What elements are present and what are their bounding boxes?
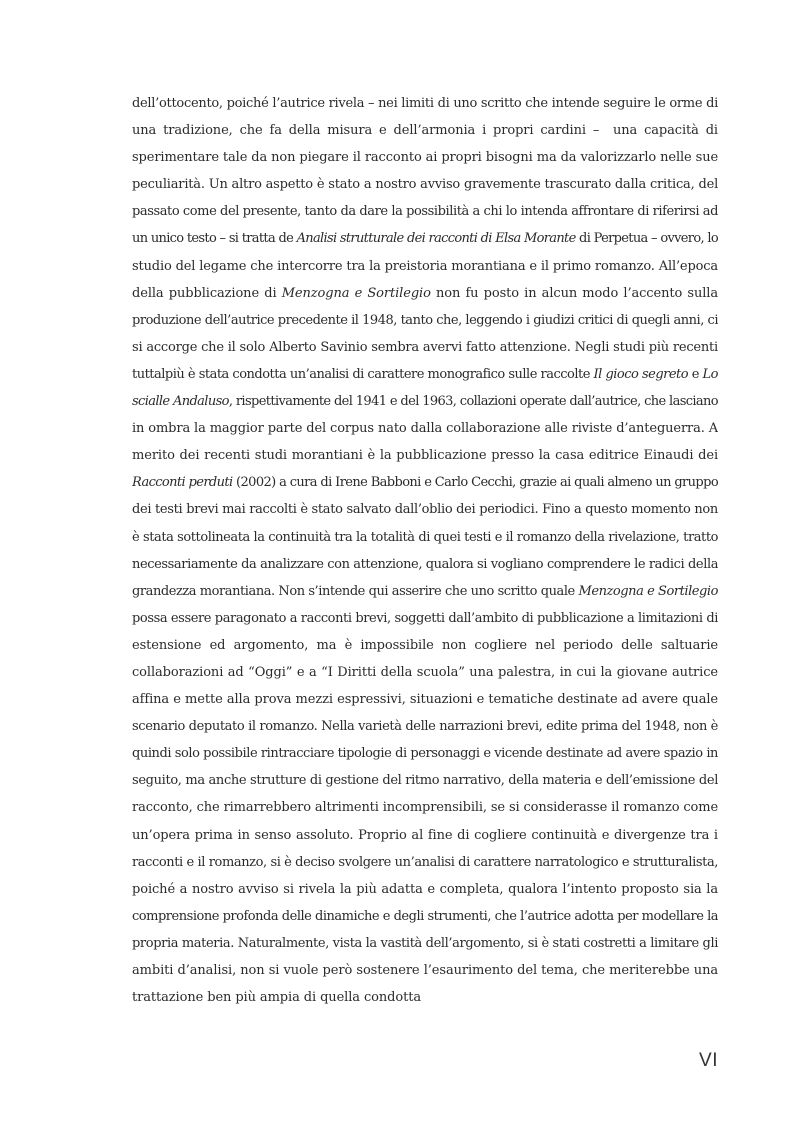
text-line xyxy=(132,144,718,171)
text-line xyxy=(132,713,718,740)
text-run: sperimentare tale da non piegare il racconto ai propri bisogni ma da valorizzarlo nelle sue xyxy=(132,150,718,166)
text-line xyxy=(132,605,718,632)
italic-title: Lo xyxy=(702,366,718,382)
text-line xyxy=(132,253,718,280)
text-line xyxy=(132,496,718,523)
text-run: un’opera prima in senso assoluto. Proprio al fine di cogliere continuità e divergenze tra i xyxy=(132,827,718,843)
text-run: racconti e il romanzo, si è deciso svolgere un’analisi di carattere narratologico e strutturalista, xyxy=(132,854,718,870)
text-run: seguito, ma anche strutture di gestione del ritmo narrativo, della materia e dell’emissione del xyxy=(132,773,718,789)
page-number: VI xyxy=(699,1050,718,1071)
text-line xyxy=(132,524,718,551)
text-run: affina e mette alla prova mezzi espressivi, situazioni e tematiche destinate ad avere quale xyxy=(132,692,718,708)
body-paragraph xyxy=(132,90,718,1011)
text-run: si accorge che il solo Alberto Savinio sembra avervi fatto attenzione. Negli studi più recenti xyxy=(132,339,718,355)
text-run: un unico testo – si tratta de xyxy=(132,231,297,247)
italic-title: scialle Andaluso xyxy=(132,394,229,410)
text-run: (2002) a cura di Irene Babboni e Carlo Cecchi, grazie ai quali almeno un gruppo xyxy=(232,475,718,491)
text-run: una tradizione, che fa della misura e dell’armonia i propri cardini – una capacità di xyxy=(132,123,718,139)
text-run: collaborazioni ad “Oggi” e a “I Diritti della scuola” una palestra, in cui la giovane autrice xyxy=(132,664,718,680)
text-run: non fu posto in alcun modo l’accento sulla xyxy=(430,285,718,301)
text-line xyxy=(132,930,718,957)
text-run: in ombra la maggior parte del corpus nato dalla collaborazione alle riviste d’anteguerra. A xyxy=(132,421,718,437)
text-line xyxy=(132,578,718,605)
text-line xyxy=(132,225,718,252)
text-run: peculiarità. Un altro aspetto è stato a nostro avviso gravemente trascurato dalla critica, del xyxy=(132,177,718,193)
text-run: estensione ed argomento, ma è impossibile non cogliere nel periodo delle saltuarie xyxy=(132,637,718,653)
text-line xyxy=(132,307,718,334)
text-run: dell’ottocento, poiché l’autrice rivela – nei limiti di uno scritto che intende seguire le orme di xyxy=(132,96,718,111)
text-line xyxy=(132,659,718,686)
text-line xyxy=(132,903,718,930)
text-run: ambiti d’analisi, non si vuole però sostenere l’esaurimento del tema, che meriterebbe una xyxy=(132,963,718,978)
text-run: racconto, che rimarrebbero altrimenti incomprensibili, se si considerasse il romanzo come xyxy=(132,800,718,816)
text-line xyxy=(132,442,718,469)
text-run: è stata sottolineata la continuità tra la totalità di quei testi e il romanzo della rivelazione, tratto xyxy=(132,529,718,545)
text-line xyxy=(132,198,718,225)
text-line xyxy=(132,171,718,198)
text-run: propria materia. Naturalmente, vista la vastità dell’argomento, si è stati costretti a limitare gli xyxy=(132,935,718,951)
text-line xyxy=(132,415,718,442)
italic-title: Menzogna e Sortilegio xyxy=(578,583,718,599)
text-run: dei testi brevi mai raccolti è stato salvato dall’oblio dei periodici. Fino a questo momento non xyxy=(132,502,718,518)
text-line xyxy=(132,849,718,876)
text-run: comprensione profonda delle dinamiche e degli strumenti, che l’autrice adotta per modellare la xyxy=(132,908,718,924)
text-line xyxy=(132,686,718,713)
text-run: poiché a nostro avviso si rivela la più adatta e completa, qualora l’intento proposto sia la xyxy=(132,881,718,897)
text-run: quindi solo possibile rintracciare tipologie di personaggi e vicende destinate ad avere spazio in xyxy=(132,746,718,762)
text-run: tuttalpiù è stata condotta un’analisi di carattere monografico sulle raccolte xyxy=(132,366,594,382)
text-line xyxy=(132,794,718,821)
text-line xyxy=(132,822,718,849)
text-run: scenario deputato il romanzo. Nella varietà delle narrazioni brevi, edite prima del 1948, non è xyxy=(132,719,718,735)
text-line xyxy=(132,334,718,361)
text-line xyxy=(132,632,718,659)
text-run: , rispettivamente del 1941 e del 1963, collazioni operate dall’autrice, che lasciano xyxy=(228,394,718,410)
text-line xyxy=(132,117,718,144)
italic-title: Menzogna e Sortilegio xyxy=(281,285,431,301)
text-line xyxy=(132,984,718,1011)
text-run: necessariamente da analizzare con attenzione, qualora si vogliano comprendere le radici della xyxy=(132,556,718,572)
text-run: produzione dell’autrice precedente il 1948, tanto che, leggendo i giudizi critici di quegli anni, ci xyxy=(132,312,718,328)
text-run: trattazione ben più ampia di quella condotta xyxy=(132,990,421,1006)
text-line xyxy=(132,90,718,117)
text-run: e xyxy=(688,366,703,382)
text-line xyxy=(132,876,718,903)
text-run: grandezza morantiana. Non s’intende qui asserire che uno scritto quale xyxy=(132,583,579,599)
text-line xyxy=(132,469,718,496)
italic-title: Racconti perduti xyxy=(132,475,233,491)
text-run: di Perpetua – ovvero, lo xyxy=(575,231,718,247)
italic-title: Il gioco segreto xyxy=(593,366,689,382)
italic-title: Analisi strutturale dei racconti di Elsa Morante xyxy=(296,231,576,247)
text-line xyxy=(132,388,718,415)
text-line xyxy=(132,767,718,794)
text-run: della pubblicazione di xyxy=(132,285,282,301)
text-line xyxy=(132,957,718,984)
text-run: studio del legame che intercorre tra la preistoria morantiana e il primo romanzo. All’epoca xyxy=(132,258,718,274)
text-line xyxy=(132,740,718,767)
text-line xyxy=(132,551,718,578)
text-run: passato come del presente, tanto da dare la possibilità a chi lo intenda affrontare di riferirsi ad xyxy=(132,204,718,220)
text-run: possa essere paragonato a racconti brevi, soggetti dall’ambito di pubblicazione a limitazioni di xyxy=(132,610,718,626)
text-run: merito dei recenti studi morantiani è la pubblicazione presso la casa editrice Einaudi dei xyxy=(132,448,718,464)
text-line xyxy=(132,361,718,388)
text-line xyxy=(132,280,718,307)
